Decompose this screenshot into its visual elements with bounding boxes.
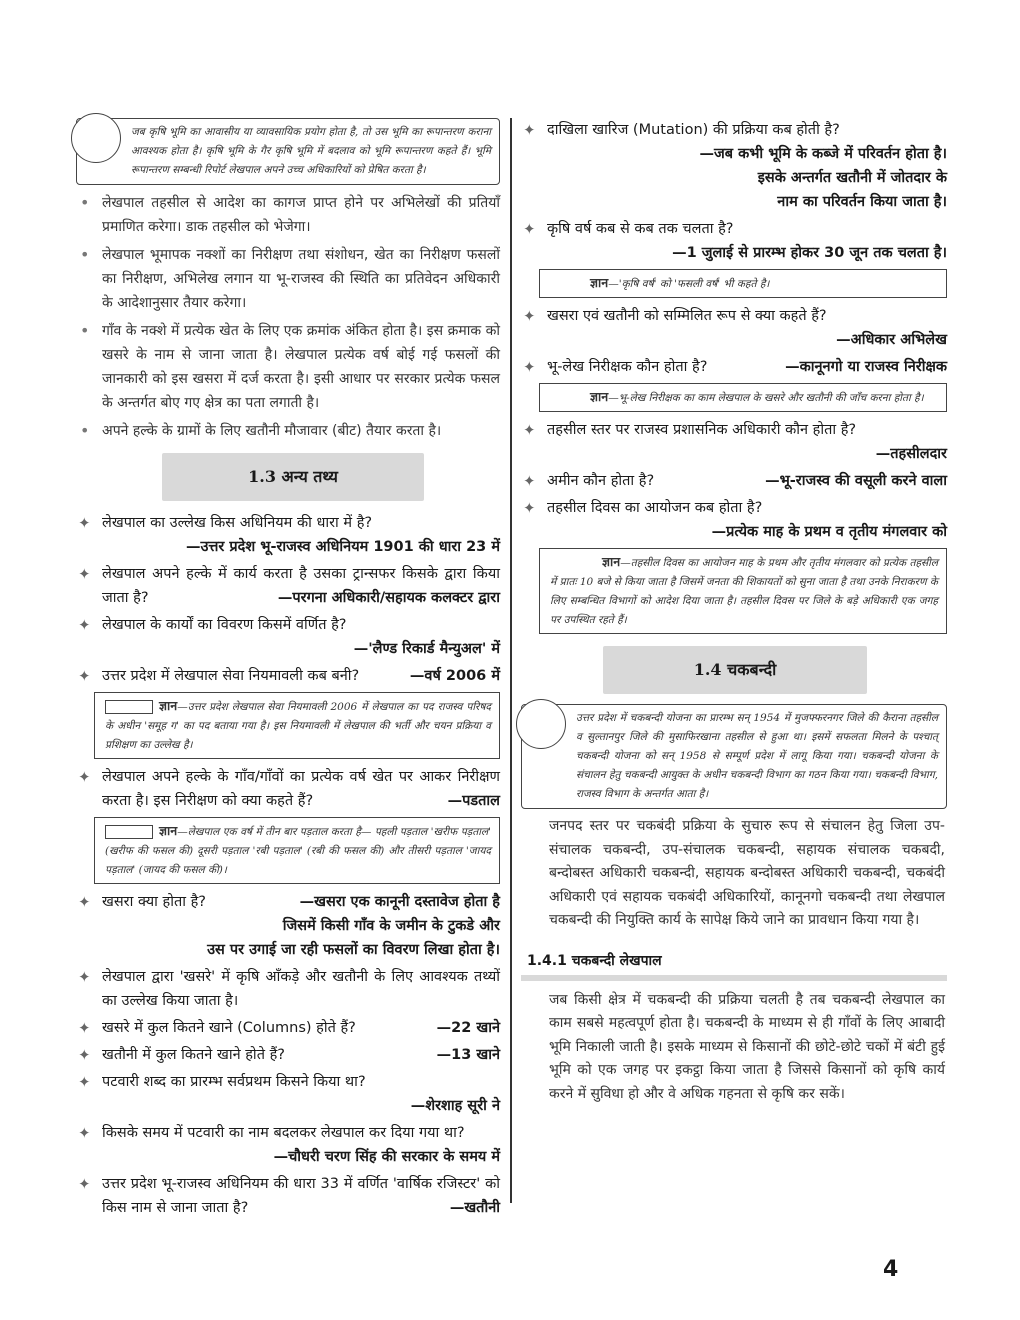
question: लेखपाल का उल्लेख किस अधिनियम की धारा में है?: [102, 515, 373, 531]
star-bullet-icon: ✦: [78, 565, 91, 583]
gyan-note-box: ज्ञान—उत्तर प्रदेश लेखपाल सेवा नियमावली 2006 में लेखपाल का पद राजस्व परिषद के अधीन 'समूह ग' का पद बताया गया है। इस नियमावली में लेखपाल की भर्ती और चयन प्रक्रिया व प्रशिक्षण का उल्लेख है।: [94, 692, 500, 759]
decorative-circle-icon: [71, 113, 121, 163]
qa-item: [76, 765, 500, 813]
question: लेखपाल अपने हल्के के गाँव/गाँवों का प्रत्येक वर्ष खेत पर आकर निरीक्षण करता है। इस निरीक्षण को क्या कहते हैं?: [102, 769, 500, 809]
answer: —उत्तर प्रदेश भू-राजस्व अधिनियम 1901 की धारा 23 में: [185, 539, 500, 555]
answer: —परगना अधिकारी/सहायक कलक्टर द्वारा: [277, 590, 500, 606]
left-column: [76, 118, 500, 1223]
star-bullet-icon: ✦: [78, 1175, 91, 1193]
answer: —13 खाने: [436, 1047, 500, 1063]
star-bullet-icon: ✦: [78, 667, 91, 685]
qa-item: [521, 418, 947, 466]
section-heading-chakbandi: 1.4 चकबन्दी: [603, 646, 867, 694]
qa-item: [521, 217, 947, 265]
question: खतौनी में कुल कितने खाने होते हैं?: [102, 1047, 285, 1063]
question: लेखपाल अपने हल्के में कार्य करता है उसका ट्रान्सफर किसके द्वारा किया जाता है?: [102, 566, 500, 606]
gyan-note-box: ज्ञान—लेखपाल एक वर्ष में तीन बार पड़ताल करता है— पहली पड़ताल 'खरीफ पड़ताल' (खरीफ की फसल की) दूसरी पड़ताल 'रबी पड़ताल' (रबी की फसल की) और तीसरी पड़ताल 'जायद पड़ताल' (जायद की फसल की)।: [94, 817, 500, 884]
answer: —शेरशाह सूरी ने: [410, 1098, 500, 1114]
qa-item: [521, 469, 947, 493]
star-bullet-icon: ✦: [523, 220, 536, 238]
statement: लेखपाल द्वारा 'खसरे' में कृषि आँकड़े और खतौनी के लिए आवश्यक तथ्यों का उल्लेख किया जाता है।: [102, 969, 500, 1009]
star-bullet-icon: ✦: [523, 499, 536, 517]
answer: —प्रत्येक माह के प्रथम व तृतीय मंगलवार को: [711, 524, 947, 540]
gyan-note-box: ज्ञान—तहसील दिवस का आयोजन माह के प्रथम और तृतीय मंगलवार को प्रत्येक तहसील में प्रातः 10 बजे से किया जाता है जिसमें जनता की शिकायतों को सुना जाता है तथा उनके निराकरण के लिए सम्बन्धित विभागों को आदेश दिया जाता है। तहसील दिवस पर जिले के बड़े अधिकारी एक जगह पर उपस्थित रहते हैं।: [539, 548, 947, 634]
answer: —पडताल: [447, 793, 500, 809]
qa-item: [76, 664, 500, 688]
answer: —1 जुलाई से प्रारम्भ होकर 30 जून तक चलता है।: [672, 245, 947, 261]
decorative-circle-icon: [516, 699, 566, 749]
answer: जिसमें किसी गाँव के जमीन के टुकडे और: [282, 918, 500, 934]
star-bullet-icon: ✦: [523, 358, 536, 376]
question: लेखपाल के कार्यों का विवरण किसमें वर्णित है?: [102, 617, 347, 633]
question: खसरा क्या होता है?: [102, 894, 206, 910]
qa-item: [76, 1016, 500, 1040]
answer: —खसरा एक कानूनी दस्तावेज होता है: [299, 894, 500, 910]
qa-item: [76, 511, 500, 559]
bullet-point: • अपने हल्के के ग्रामों के लिए खतौनी मौजावार (बीट) तैयार करता है।: [76, 419, 500, 443]
qa-item: [76, 1172, 500, 1220]
qa-item: [76, 613, 500, 661]
question: खसरे में कुल कितने खाने (Columns) होते हैं?: [102, 1020, 356, 1036]
qa-item: [521, 496, 947, 544]
star-bullet-icon: ✦: [78, 1073, 91, 1091]
answer: —अधिकार अभिलेख: [836, 332, 947, 348]
question: उत्तर प्रदेश भू-राजस्व अधिनियम की धारा 33 में वर्णित 'वार्षिक रजिस्टर' को किस नाम से जाना जाता है?: [102, 1176, 500, 1216]
answer: —22 खाने: [436, 1020, 500, 1036]
label-pad-icon: [105, 700, 153, 714]
bullet-point: • गाँव के नक्शे में प्रत्येक खेत के लिए एक क्रमांक अंकित होता है। इस क्रमाक को खसरे के नाम से जाना जाता है। लेखपाल प्रत्येक वर्ष बोई गई फसलों की जानकारी को इस खसरा में दर्ज करता है। इसी आधार पर सरकार प्रत्येक फसल के अन्तर्गत बोए गए क्षेत्र का पता लगाती है।: [76, 319, 500, 415]
info-box-land-conversion: जब कृषि भूमि का आवासीय या व्यावसायिक प्रयोग होता है, तो उस भूमि का रूपान्तरण कराना आवश्यक होता है। कृषि भूमि के गैर कृषि भूमि में बदलाव को भूमि रूपान्तरण कहते हैं। भूमि रूपान्तरण सम्बन्धी रिपोर्ट लेखपाल अपने उच्च अधिकारियों को प्रेषित करता है।: [76, 118, 500, 185]
question: तहसील दिवस का आयोजन कब होता है?: [547, 500, 763, 516]
gyan-note-box: ज्ञान—भू-लेख निरीक्षक का काम लेखपाल के खसरे और खतौनी की जाँच करना होता है।: [539, 383, 947, 412]
star-bullet-icon: ✦: [78, 616, 91, 634]
question: खसरा एवं खतौनी को सम्मिलित रूप से क्या कहते हैं?: [547, 308, 827, 324]
info-box-chakbandi-history: उत्तर प्रदेश में चकबन्दी योजना का प्रारम्भ सन् 1954 में मुजफ्फरनगर जिले की कैराना तहसील व सुल्तानपुर जिले की मुसाफिरखाना तहसील से हुआ था। इसमें सफलता मिलने के पश्चात् चकबन्दी योजना को सन् 1958 से सम्पूर्ण प्रदेश में लागू किया गया। चकबन्दी योजना के संचालन हेतु चकबन्दी आयुक्त के अधीन चकबन्दी विभाग का गठन किया गया। चकबन्दी विभाग, राजस्व विभाग के अन्तर्गत आता है।: [521, 704, 947, 809]
qa-item: [76, 1043, 500, 1067]
bullet-point: • लेखपाल तहसील से आदेश का कागज प्राप्त होने पर अभिलेखों की प्रतियाँ प्रमाणित करेगा। डाक तहसील को भेजेगा।: [76, 191, 500, 239]
answer: —वर्ष 2006 में: [409, 668, 500, 684]
qa-item: [76, 1070, 500, 1118]
star-bullet-icon: ✦: [78, 1019, 91, 1037]
star-bullet-icon: ✦: [78, 893, 91, 911]
paragraph: जनपद स्तर पर चकबंदी प्रक्रिया के सुचारु रूप से संचालन हेतु जिला उप-संचालक चकबन्दी, उप-संचालक चकबन्दी, सहायक संचालक चकबदी, बन्दोबस्त अधिकारी चकबन्दी, सहायक बन्दोबस्त अधिकारी चकबन्दी, चकबंदी अधिकारी एवं सहायक चकबंदी अधिकारियों, कानूनगो चकबन्दी तथा लेखपाल चकबन्दी की नियुक्ति कार्य के सापेक्ष किये जाने का प्रावधान किया गया है।: [549, 818, 945, 928]
qa-item: [521, 355, 947, 379]
answer: —तहसीलदार: [875, 446, 947, 462]
answer: —खतौनी: [449, 1200, 500, 1216]
paragraph: जब किसी क्षेत्र में चकबन्दी की प्रक्रिया चलती है तब चकबन्दी लेखपाल का काम सबसे महत्वपूर्ण होता है। चकबन्दी के माध्यम से ही गाँवों के लिए आबादी भूमि निकाली जाती है। इसके माध्यम से किसानों की छोटे-छोटे चकों में बंटी हुई भूमि को एक जगह पर इकट्ठा किया जाता है जिससे किसानों को कृषि कार्य करने में सुविधा हो और वे अधिक गहनता से कृषि कर सकें।: [549, 991, 945, 1102]
section-heading-other-facts: 1.3 अन्य तथ्य: [162, 453, 424, 501]
question: दाखिला खारिज (Mutation) की प्रक्रिया कब होती है?: [547, 122, 840, 138]
question: अमीन कौन होता है?: [547, 473, 655, 489]
subsection-heading: 1.4.1 चकबन्दी लेखपाल: [521, 947, 947, 981]
star-bullet-icon: ✦: [78, 968, 91, 986]
question: उत्तर प्रदेश में लेखपाल सेवा नियमावली कब बनी?: [102, 668, 360, 684]
star-bullet-icon: ✦: [523, 421, 536, 439]
answer: —चौधरी चरण सिंह की सरकार के समय में: [273, 1149, 500, 1165]
qa-item: [76, 965, 500, 1013]
answer: नाम का परिवर्तन किया जाता है।: [777, 194, 947, 210]
question: तहसील स्तर पर राजस्व प्रशासनिक अधिकारी कौन होता है?: [547, 422, 857, 438]
star-bullet-icon: ✦: [78, 1124, 91, 1142]
star-bullet-icon: ✦: [78, 514, 91, 532]
answer: —कानूनगो या राजस्व निरीक्षक: [785, 359, 947, 375]
qa-item: [76, 562, 500, 610]
question: पटवारी शब्द का प्रारम्भ सर्वप्रथम किसने किया था?: [102, 1074, 366, 1090]
right-column: [521, 118, 947, 1106]
star-bullet-icon: ✦: [78, 1046, 91, 1064]
star-bullet-icon: ✦: [523, 121, 536, 139]
answer: इसके अन्तर्गत खतौनी में जोतदार के: [757, 170, 947, 186]
qa-item: [76, 1121, 500, 1169]
star-bullet-icon: ✦: [523, 472, 536, 490]
gyan-note-box: ज्ञान—'कृषि वर्ष' को 'फसली वर्ष' भी कहते है।: [539, 269, 947, 298]
bullet-point: • लेखपाल भूमापक नक्शों का निरीक्षण तथा संशोधन, खेत का निरीक्षण फसलों का निरीक्षण, अभिलेख लगान या भू-राजस्व की स्थिति का प्रतिवेदन अधिकारी के आदेशानुसार तैयार करेगा।: [76, 243, 500, 315]
answer: —'लैण्ड रिकार्ड मैन्युअल' में: [353, 641, 500, 657]
qa-item: [76, 890, 500, 962]
question: भू-लेख निरीक्षक कौन होता है?: [547, 359, 708, 375]
star-bullet-icon: ✦: [523, 307, 536, 325]
answer: —जब कभी भूमि के कब्जे में परिवर्तन होता है।: [699, 146, 947, 162]
star-bullet-icon: ✦: [78, 768, 91, 786]
qa-item: [521, 304, 947, 352]
page-number: 4: [883, 1257, 899, 1282]
question: किसके समय में पटवारी का नाम बदलकर लेखपाल कर दिया गया था?: [102, 1125, 465, 1141]
column-divider: [510, 118, 512, 1203]
qa-item: [521, 118, 947, 214]
label-pad-icon: [105, 825, 153, 839]
question: कृषि वर्ष कब से कब तक चलता है?: [547, 221, 734, 237]
answer: —भू-राजस्व की वसूली करने वाला: [765, 473, 947, 489]
answer: उस पर उगाई जा रही फसलों का विवरण लिखा होता है।: [207, 942, 500, 958]
